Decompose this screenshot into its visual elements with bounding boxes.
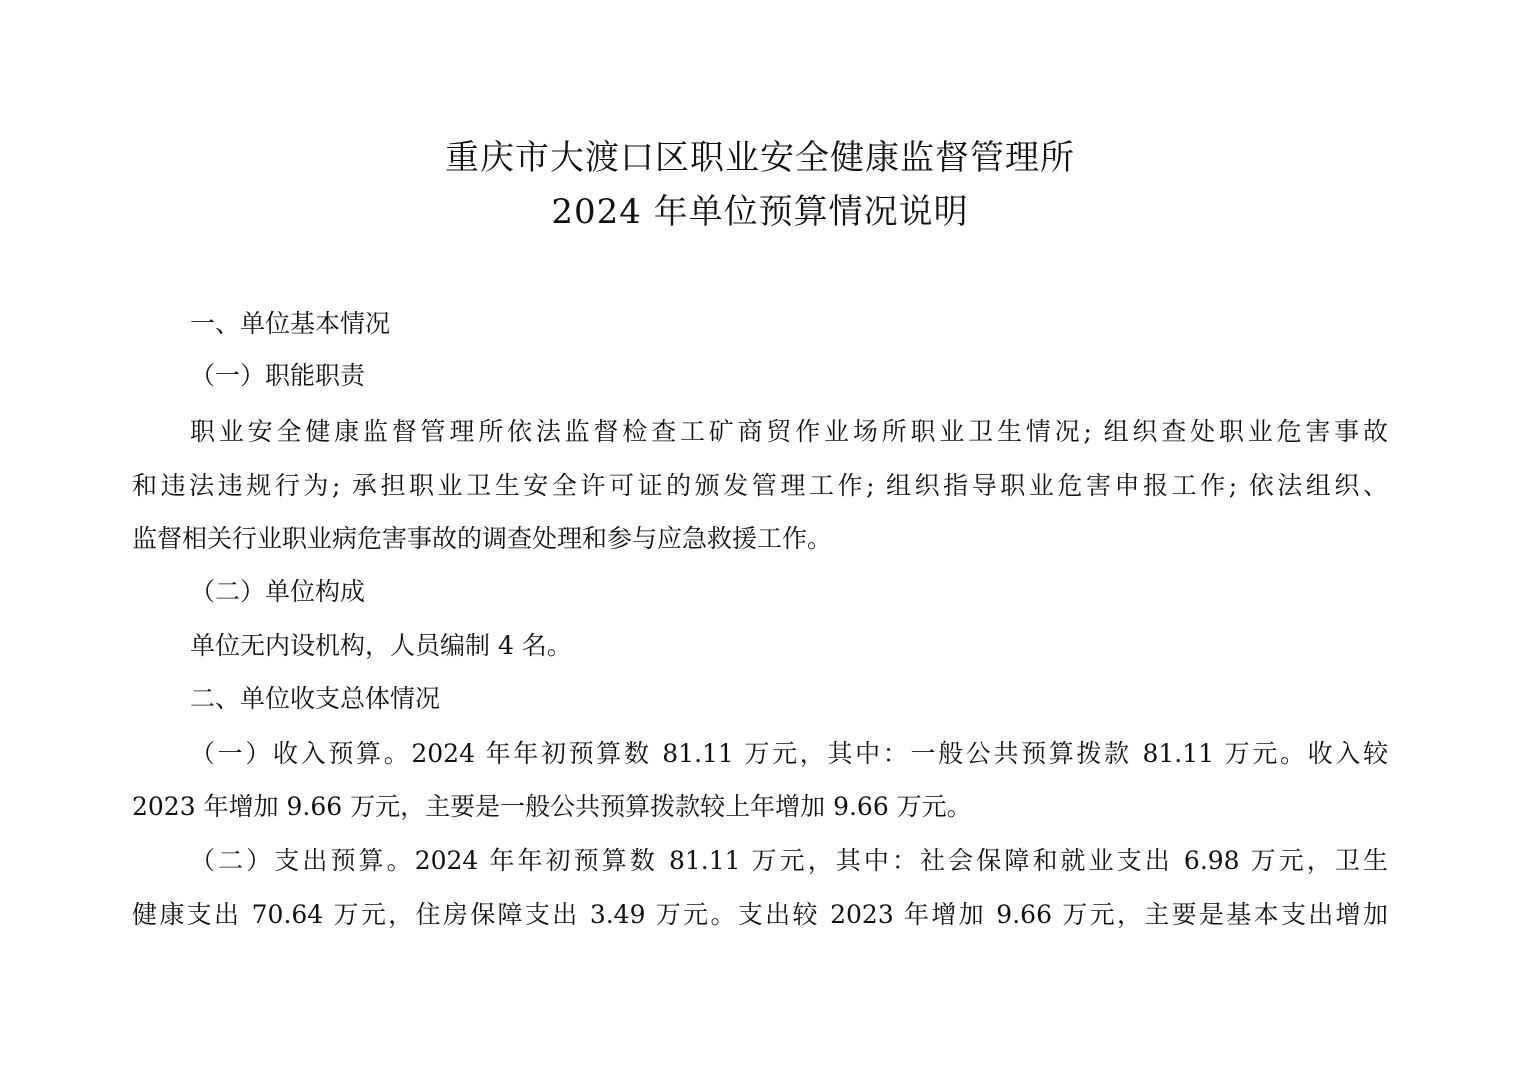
duties-paragraph-line-3: 监督相关行业职业病危害事故的调查处理和参与应急救援工作。: [132, 524, 833, 553]
document-title-line-2: 2024 年单位预算情况说明: [551, 192, 969, 232]
expense-paragraph-line-1: （二）支出预算。2024 年年初预算数 81.11 万元，其中：社会保障和就业支出 6.98 万元，卫生: [190, 846, 1388, 875]
duties-paragraph-line-2: 和违法违规行为; 承担职业卫生安全许可证的颁发管理工作; 组织指导职业危害申报工作; 依法组织、: [132, 471, 1388, 500]
section-1-heading: 一、单位基本情况: [190, 309, 391, 338]
duties-paragraph-line-1: 职业安全健康监督管理所依法监督检查工矿商贸作业场所职业卫生情况; 组织查处职业危害事故: [190, 417, 1388, 446]
subsection-structure-heading: （二）单位构成: [190, 577, 366, 606]
document-title-line-1: 重庆市大渡口区职业安全健康监督管理所: [445, 138, 1075, 178]
structure-paragraph: 单位无内设机构，人员编制 4 名。: [190, 631, 572, 660]
expense-paragraph-line-2: 健康支出 70.64 万元，住房保障支出 3.49 万元。支出较 2023 年增加 9.66 万元，主要是基本支出增加: [132, 900, 1388, 929]
subsection-duties-heading: （一）职能职责: [190, 361, 366, 390]
income-paragraph-line-2: 2023 年增加 9.66 万元，主要是一般公共预算拨款较上年增加 9.66 万元。: [132, 792, 972, 821]
section-2-heading: 二、单位收支总体情况: [190, 684, 441, 713]
income-paragraph-line-1: （一）收入预算。2024 年年初预算数 81.11 万元，其中：一般公共预算拨款 81.11 万元。收入较: [190, 739, 1388, 768]
